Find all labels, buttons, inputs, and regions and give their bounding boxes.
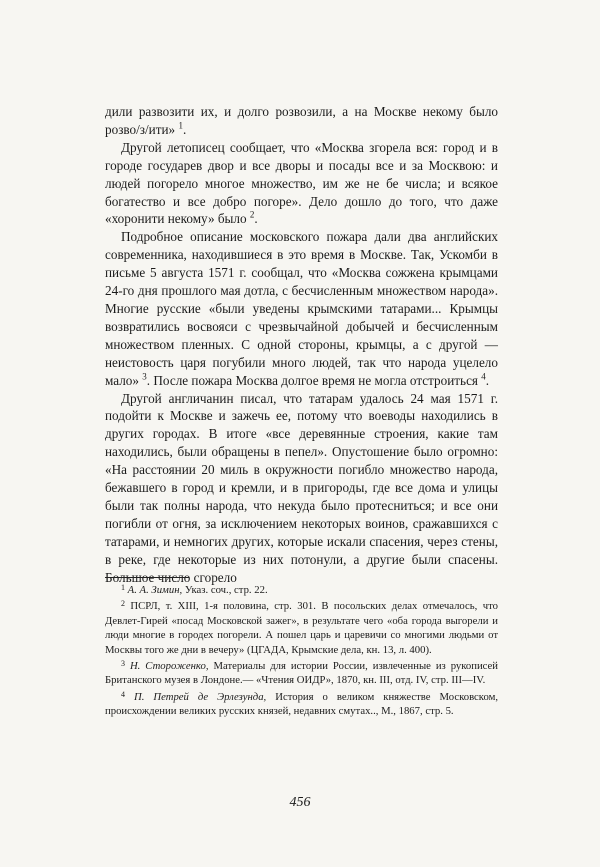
- paragraph-3: [105, 228, 498, 389]
- footnote-ref-4: 4: [481, 371, 486, 382]
- footnotes: [105, 581, 498, 719]
- footnote-number: 1: [121, 583, 125, 592]
- footnote-number: 4: [121, 689, 125, 699]
- footnote-text: Материалы для истории России, извлеченные из рукописей Британского музея в Лондоне.— «Чтения ОИДР», 1870, кн. III, отд. IV, стр. III—IV.: [105, 660, 499, 687]
- footnote-number: 2: [121, 599, 125, 609]
- footnote-1: [105, 581, 498, 597]
- paragraph-3-mid: . После пожара Москва долгое время не могла отстроиться: [146, 372, 478, 388]
- footnote-text: Указ. соч., стр. 22.: [184, 584, 268, 596]
- paragraph-3-text: Подробное описание московского пожара дали два английских современника, находившиеся в это время в Москве. Так, Ускомби в письме 5 августа 1571 г. сообщал, что «Москва сожжена крымцами 24-го дня прошлого мая дотла, с бесчисленным множеством народа». Многие русские «были уведены крымскими татарами... Крымцы возвратились восвояси с чрезвычайной добычей и бесчисленным множеством пленных. С одной стороны, крымцы, а с другой — неистовость царя погубили много людей, так что народа уцелело мало»: [105, 229, 498, 388]
- footnote-author: А. А. Зимин,: [127, 584, 183, 596]
- footnote-ref-1: 1: [178, 120, 183, 131]
- paragraph-2-text: Другой летописец сообщает, что «Москва згорела вся: город и в городе государев двор и все дворы и посады все и за Москвою: и людей погорело многое множество, им же не бе числа; и всякое богатество и все добро погоре». Дело дошло до того, что даже «хоронити некому» было: [105, 139, 498, 227]
- footnote-ref-3: 3: [142, 371, 147, 382]
- footnote-author: Н. Стороженко,: [129, 660, 209, 673]
- footnote-author: П. Петрей де Эрлезунда,: [134, 690, 267, 703]
- paragraph-4: [105, 390, 498, 587]
- footnote-text: История о великом княжестве Московском, происхождении великих русских князей, недавних смутах.., М., 1867, стр. 5.: [105, 690, 499, 718]
- footnote-divider: [105, 577, 189, 578]
- page-number: 456: [289, 795, 311, 810]
- main-text: [105, 103, 498, 586]
- footnote-number: 3: [121, 659, 125, 669]
- footnote-text: ПСРЛ, т. XIII, 1-я половина, стр. 301. В посольских делах отмечалось, что Девлет-Гирей «посад Московской зажег», в результате чего «оба города выгорели и люди многие в городех погорели. А пошел царь и царевичи со многими людьми от Москвы того же дни в вечеру» (ЦГАДА, Крымские дела, кн. 13, л. 400).: [105, 600, 498, 656]
- paragraph-2-end: .: [254, 211, 258, 227]
- paragraph-3-end: .: [485, 372, 490, 388]
- footnote-4: [105, 688, 498, 719]
- paragraph-2: [105, 139, 498, 229]
- footnote-ref-2: 2: [249, 210, 255, 221]
- paragraph-4-text: Другой англичанин писал, что татарам удалось 24 мая 1571 г. подойти к Москве и зажечь ее, потому что воеводы находились в других городах. В итоге «все деревянные строения, какие там находились, были обращены в пепел». Опустошение было огромно: «На расстоянии 20 миль в окружности погибло множество народа, бежавшего в город и кремли, и в пригороды, где все дома и улицы были так полны народа, что некуда было протесниться; и все они погибли от огня, за исключением некоторых воинов, сражавшихся с татарами, и немногих других, которые искали спасения, через стены, в реке, где некоторые из них потонули, а другие были спасены. Большое число сгорело: [105, 390, 498, 585]
- paragraph-1: [105, 103, 498, 139]
- paragraph-1-text: дили развозити их, и долго розвозили, а на Москве некому было розво/з/ити»: [105, 104, 498, 137]
- footnote-2: [105, 597, 498, 657]
- footnote-3: [105, 657, 498, 688]
- paragraph-1-end: .: [182, 121, 187, 137]
